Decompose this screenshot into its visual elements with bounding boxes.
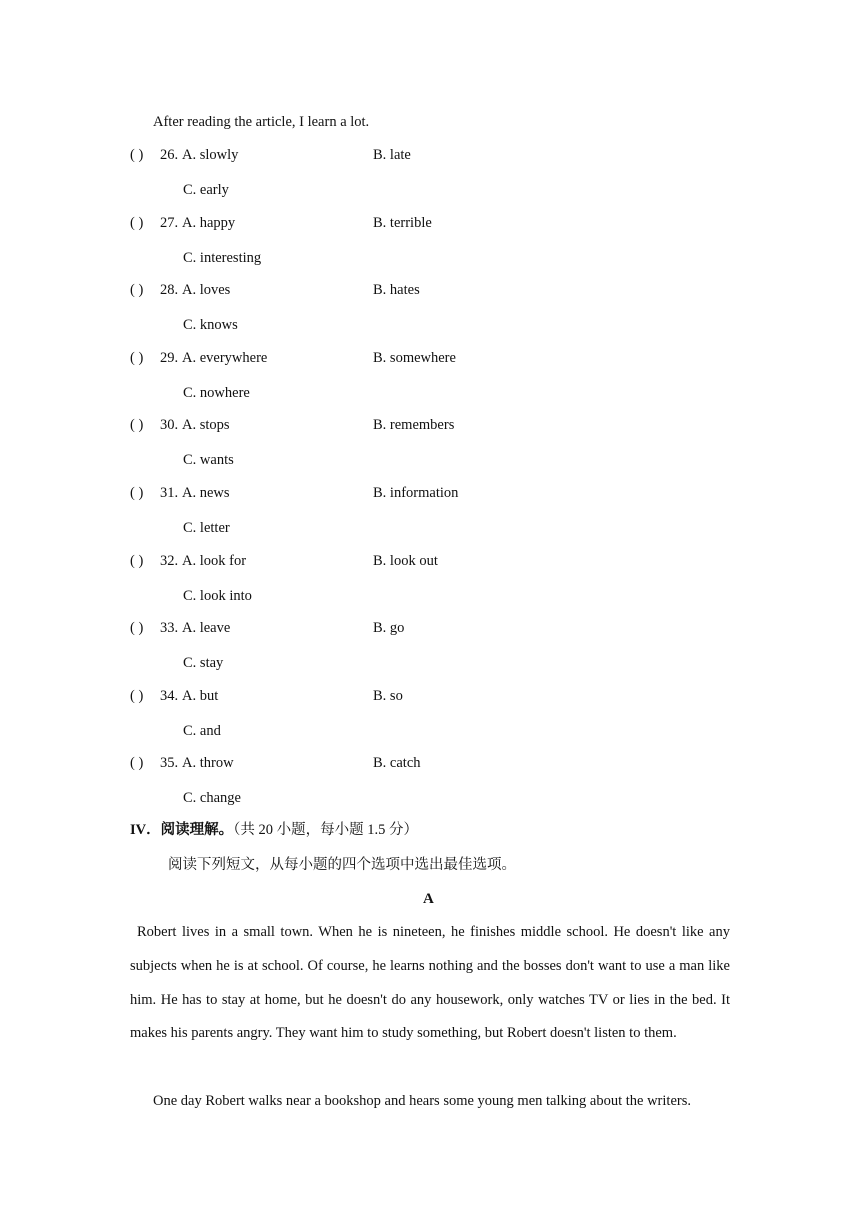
option-b: B. somewhere [373,350,456,366]
section-title: IV．阅读理解。 [130,822,234,838]
option-b: B. look out [373,553,438,569]
option-a: A. leave [182,620,231,636]
question-number: 32. [160,553,179,569]
option-c: C. letter [183,520,230,536]
answer-blank: ( ) [130,620,144,636]
question-number: 28. [160,282,179,298]
passage-paragraph-1: Robert lives in a small town. When he is nineteen, he finishes middle school. He doesn't like any subjects when he is at school. Of course, he learns nothing and the bosses don't want to use a man like him. He has to stay at home, but he doesn't do any housework, only watches TV or lies in the bed. It makes his parents angry. They want him to study something, but Robert doesn't listen to them. [130,924,730,1042]
option-a: A. happy [182,215,236,231]
option-b: B. late [373,147,411,163]
option-a: A. look for [182,553,247,569]
option-b: B. remembers [373,417,455,433]
option-c: C. interesting [183,250,262,266]
answer-blank: ( ) [130,553,144,569]
option-b: B. terrible [373,215,432,231]
question-number: 33. [160,620,179,636]
option-c: C. and [183,723,221,739]
intro-line: After reading the article, I learn a lot. [153,114,370,130]
option-a: A. throw [182,755,234,771]
option-b: B. catch [373,755,421,771]
option-a: A. loves [182,282,231,298]
section-heading [130,821,418,839]
question-number: 27. [160,215,179,231]
option-c: C. nowhere [183,385,250,401]
option-c: C. wants [183,452,234,468]
answer-blank: ( ) [130,147,144,163]
question-number: 31. [160,485,179,501]
option-c: C. early [183,182,229,198]
answer-blank: ( ) [130,417,144,433]
answer-blank: ( ) [130,755,144,771]
option-c: C. look into [183,588,252,604]
answer-blank: ( ) [130,485,144,501]
question-number: 26. [160,147,179,163]
option-c: C. knows [183,317,238,333]
option-a: A. everywhere [182,350,268,366]
question-number: 29. [160,350,179,366]
option-c: C. change [183,790,241,806]
passage-paragraph-2: One day Robert walks near a bookshop and hears some young men talking about the writers. [153,1093,691,1109]
passage-letter: A [423,891,434,907]
answer-blank: ( ) [130,350,144,366]
answer-blank: ( ) [130,688,144,704]
option-c: C. stay [183,655,224,671]
option-b: B. information [373,485,459,501]
option-b: B. so [373,688,403,704]
section-title-rest: （共 20 小题，每小题 1.5 分） [233,822,418,838]
section-instructions: 阅读下列短文，从每小题的四个选项中选出最佳选项。 [168,857,516,873]
answer-blank: ( ) [130,282,144,298]
question-number: 34. [160,688,179,704]
question-number: 35. [160,755,179,771]
option-a: A. news [182,485,230,501]
option-a: A. but [182,688,219,704]
option-a: A. slowly [182,147,239,163]
question-number: 30. [160,417,179,433]
option-b: B. hates [373,282,420,298]
option-b: B. go [373,620,405,636]
answer-blank: ( ) [130,215,144,231]
option-a: A. stops [182,417,230,433]
